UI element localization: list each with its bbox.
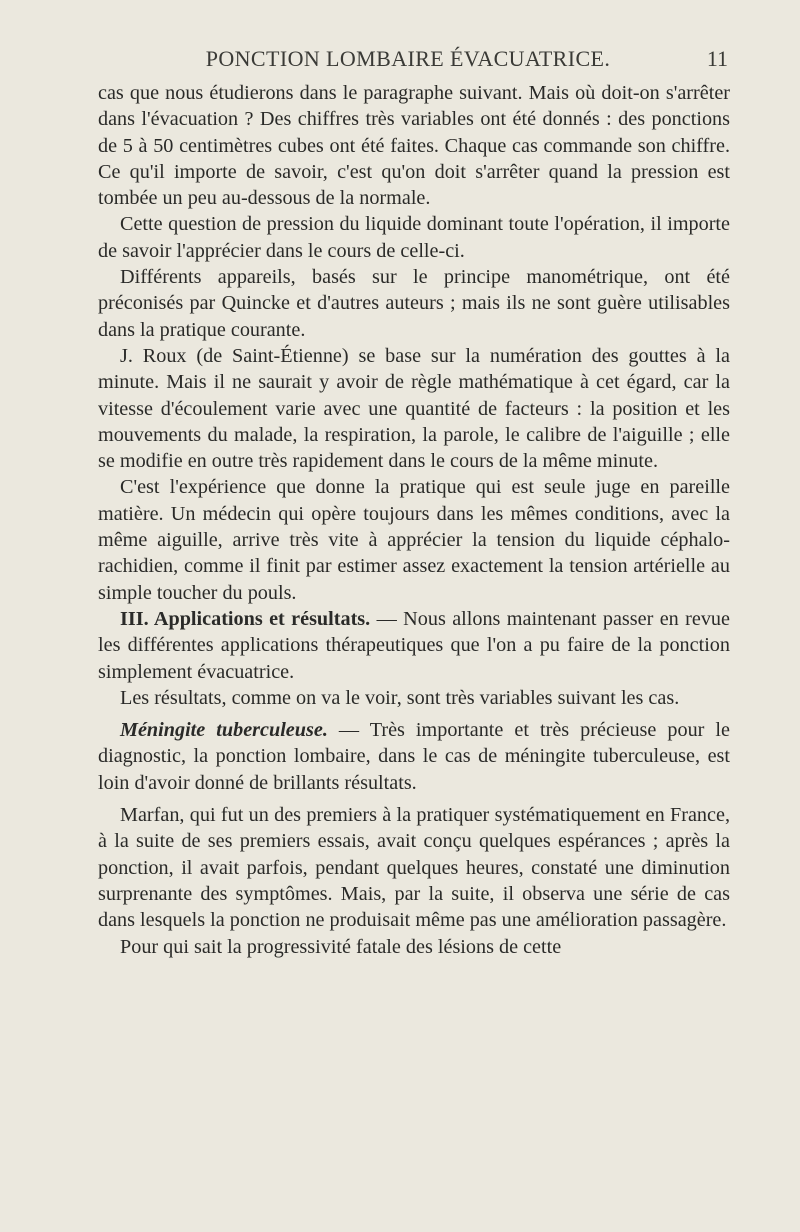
paragraph-text: Pour qui sait la progressivité fatale des lésions de cette: [120, 935, 562, 958]
paragraph: [98, 80, 730, 211]
paragraph-text: — Très importante et très précieuse pour le diagnostic, la ponction lombaire, dans le cas de méningite tuberculeuse, est loin d'avoir donné de brillants résultats.: [98, 719, 730, 794]
paragraph: [98, 264, 730, 343]
paragraph-text: C'est l'expérience que donne la pratique qui est seule juge en pareille matière. Un médecin qui opère toujours dans les mêmes conditions, avec la même aiguille, arrive très vite à apprécier la tension du liquide céphalo-rachidien, comme il finit par estimer assez exactement la tension artérielle au simple toucher du pouls.: [98, 476, 730, 604]
paragraph: [98, 802, 730, 933]
paragraph: [98, 934, 730, 960]
paragraph-text: Marfan, qui fut un des premiers à la pratiquer systématiquement en France, à la suite de ses premiers essais, avait conçu quelques espérances ; après la ponction, il avait parfois, pendant quelques heures, constaté une diminution surprenante des symptômes. Mais, par la suite, il observa une série de cas dans lesquels la ponction ne produisait même pas une amélioration passagère.: [98, 804, 730, 932]
paragraph-text: J. Roux (de Saint-Étienne) se base sur la numération des gouttes à la minute. Mais il ne saurait y avoir de règle mathématique à cet égard, car la vitesse d'écoulement varie avec une quantité de facteurs : la position et les mouvements du malade, la respiration, la parole, le calibre de l'aiguille ; elle se modifie en outre très rapidement dans le cours de la même minute.: [98, 344, 730, 473]
paragraph: [98, 211, 730, 264]
running-title: PONCTION LOMBAIRE ÉVACUATRICE.: [205, 46, 611, 71]
subsection-heading: Méningite tuberculeuse.: [120, 719, 328, 742]
paragraph-text: Les résultats, comme on va le voir, sont très variables suivant les cas.: [120, 686, 680, 709]
running-header: [88, 38, 728, 74]
paragraph: [98, 685, 730, 711]
section-heading: III. Applications et résultats.: [120, 607, 371, 630]
paragraph-text: cas que nous étudierons dans le paragraphe suivant. Mais où doit-on s'arrêter dans l'évacuation ? Des chiffres très variables ont été donnés : des ponctions de 5 à 50 centimètres cubes ont été faites. Chaque cas commande son chiffre. Ce qu'il importe de savoir, c'est qu'on doit s'arrêter quand la pression est tombée un peu au-dessous de la normale.: [98, 82, 730, 210]
paragraph-text: Cette question de pression du liquide dominant toute l'opération, il importe de savoir l'apprécier dans le cours de celle-ci.: [98, 213, 730, 262]
section-heading-paragraph: [98, 606, 730, 685]
page-number: 11: [706, 46, 728, 71]
subsection-paragraph: [98, 717, 730, 796]
body-text: [98, 80, 730, 960]
paragraph-text: — Nous allons maintenant passer en revue les différentes applications thérapeutiques que l'on a pu faire de la ponction simplement évacuatrice.: [98, 607, 730, 683]
paragraph: [98, 343, 730, 474]
paragraph-text: Différents appareils, basés sur le principe manométrique, ont été préconisés par Quincke et d'autres auteurs ; mais ils ne sont guère utilisables dans la pratique courante.: [98, 266, 730, 341]
paragraph: [98, 474, 730, 605]
